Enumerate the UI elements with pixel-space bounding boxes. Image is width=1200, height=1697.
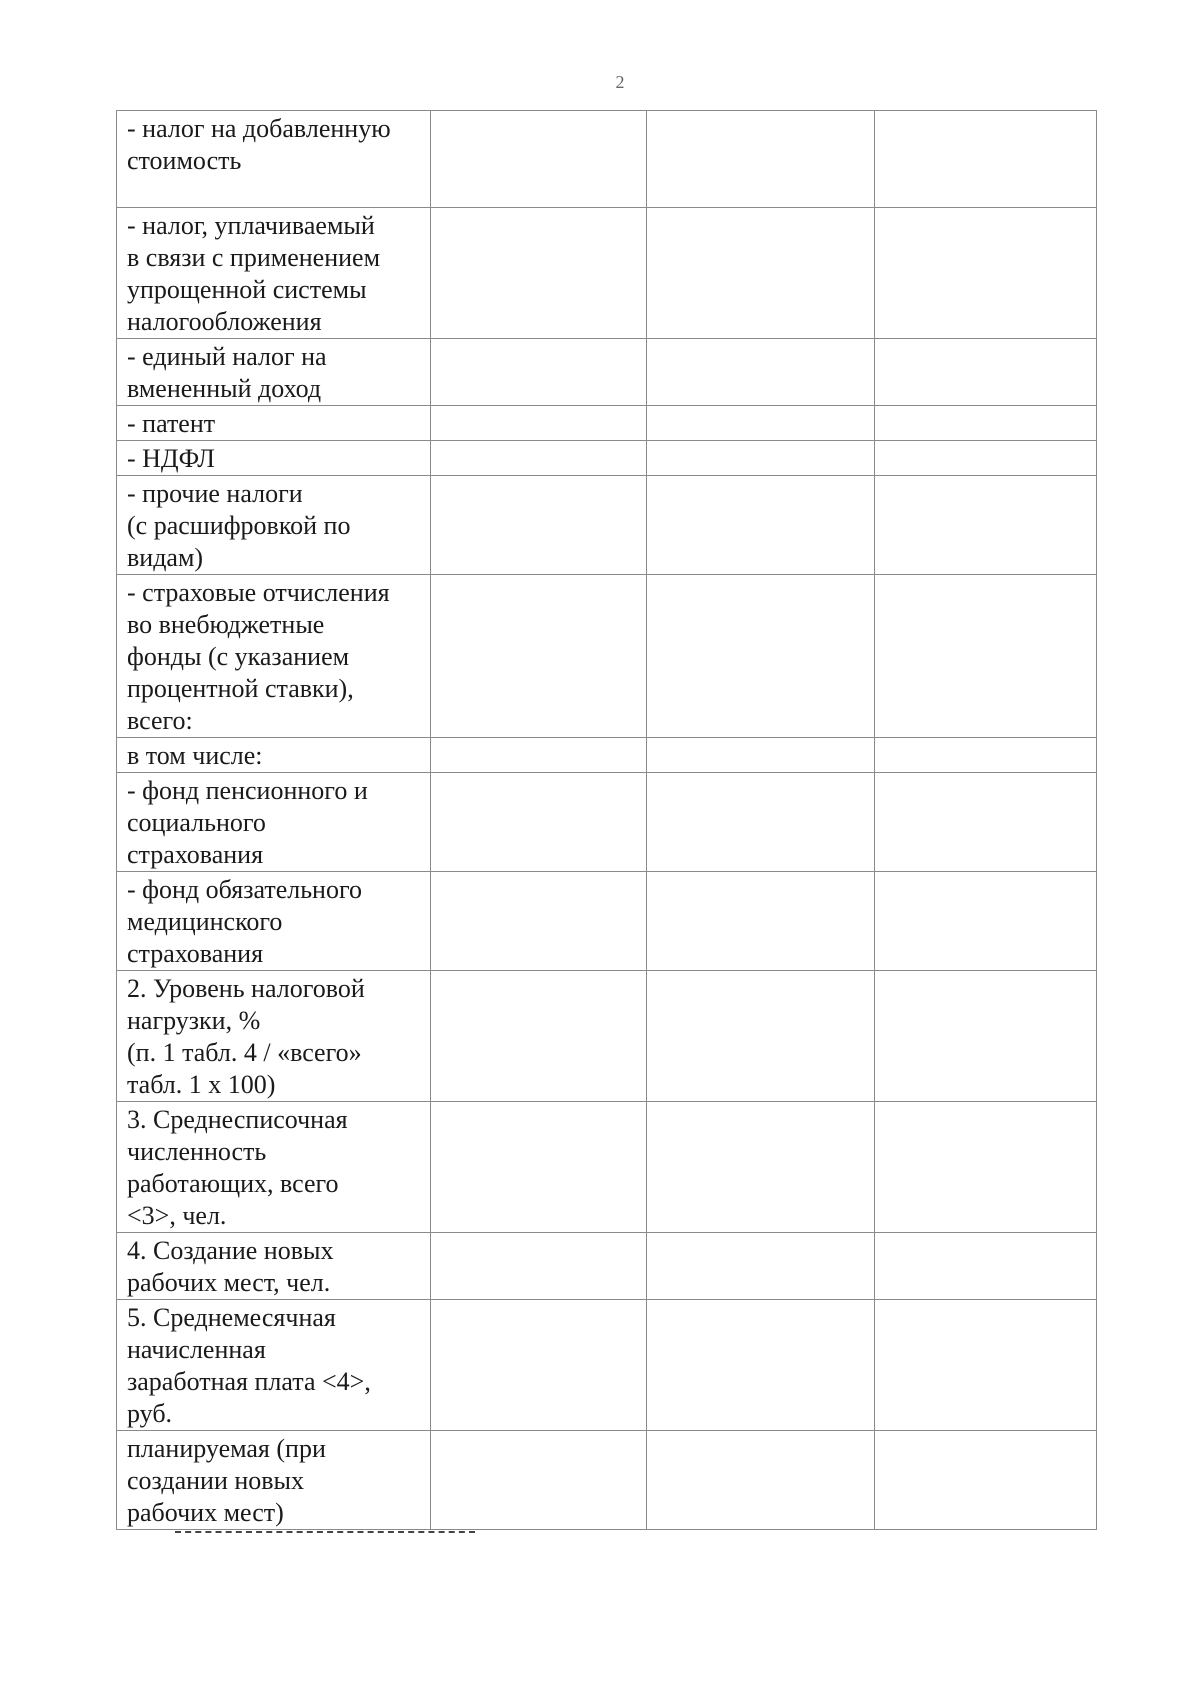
table-cell[interactable]: [431, 208, 647, 339]
table-cell[interactable]: [875, 208, 1097, 339]
table-cell[interactable]: [875, 1431, 1097, 1530]
table-row: [117, 476, 1097, 575]
table-cell[interactable]: [431, 738, 647, 773]
table-cell[interactable]: [647, 111, 875, 208]
tax-indicators-table: [116, 110, 1097, 1530]
table-row: [117, 406, 1097, 441]
table-row: [117, 773, 1097, 872]
table-cell[interactable]: [647, 872, 875, 971]
table-cell[interactable]: [431, 339, 647, 406]
table-row: [117, 441, 1097, 476]
table-row: [117, 111, 1097, 208]
row-label: 2. Уровень налоговой нагрузки, % (п. 1 табл. 4 / «всего» табл. 1 х 100): [117, 971, 431, 1102]
table-body: [117, 111, 1097, 1530]
table-cell[interactable]: [431, 441, 647, 476]
table-cell[interactable]: [875, 441, 1097, 476]
row-label: 5. Среднемесячная начисленная заработная плата <4>, руб.: [117, 1300, 431, 1431]
row-label: - налог на добавленную стоимость: [117, 111, 431, 208]
table-cell[interactable]: [875, 575, 1097, 738]
table-cell[interactable]: [431, 773, 647, 872]
row-label: 4. Создание новых рабочих мест, чел.: [117, 1233, 431, 1300]
table-cell[interactable]: [647, 1233, 875, 1300]
row-label: 3. Среднесписочная численность работающих, всего <3>, чел.: [117, 1102, 431, 1233]
table-cell[interactable]: [875, 339, 1097, 406]
row-label: - прочие налоги (с расшифровкой по видам): [117, 476, 431, 575]
table-cell[interactable]: [647, 441, 875, 476]
table-cell[interactable]: [647, 1102, 875, 1233]
table-cell[interactable]: [647, 208, 875, 339]
table-cell[interactable]: [875, 476, 1097, 575]
table-row: [117, 738, 1097, 773]
row-label: - патент: [117, 406, 431, 441]
table-cell[interactable]: [875, 111, 1097, 208]
footnote-separator: [175, 1531, 475, 1533]
table-row: [117, 872, 1097, 971]
table-cell[interactable]: [875, 406, 1097, 441]
table-cell[interactable]: [431, 1300, 647, 1431]
table-cell[interactable]: [647, 1300, 875, 1431]
table-cell[interactable]: [431, 1233, 647, 1300]
row-label: - НДФЛ: [117, 441, 431, 476]
table-cell[interactable]: [431, 1431, 647, 1530]
table-row: [117, 208, 1097, 339]
table-cell[interactable]: [647, 476, 875, 575]
table-row: [117, 1102, 1097, 1233]
table-cell[interactable]: [647, 1431, 875, 1530]
table-cell[interactable]: [431, 476, 647, 575]
table-cell[interactable]: [647, 575, 875, 738]
table-row: [117, 1300, 1097, 1431]
row-label: - страховые отчисления во внебюджетные фонды (с указанием процентной ставки), всего:: [117, 575, 431, 738]
row-label: - налог, уплачиваемый в связи с применением упрощенной системы налогообложения: [117, 208, 431, 339]
table-row: [117, 575, 1097, 738]
table-row: [117, 1233, 1097, 1300]
table-cell[interactable]: [647, 738, 875, 773]
row-label: планируемая (при создании новых рабочих мест): [117, 1431, 431, 1530]
table-cell[interactable]: [431, 575, 647, 738]
table-cell[interactable]: [875, 773, 1097, 872]
table-row: [117, 339, 1097, 406]
table-cell[interactable]: [647, 339, 875, 406]
page-number: 2: [615, 72, 625, 92]
table-cell[interactable]: [431, 1102, 647, 1233]
table-cell[interactable]: [431, 971, 647, 1102]
table-cell[interactable]: [875, 1300, 1097, 1431]
table-cell[interactable]: [875, 971, 1097, 1102]
row-label: - фонд обязательного медицинского страхования: [117, 872, 431, 971]
table-cell[interactable]: [875, 872, 1097, 971]
row-label: в том числе:: [117, 738, 431, 773]
table-row: [117, 1431, 1097, 1530]
table-cell[interactable]: [875, 738, 1097, 773]
table-cell[interactable]: [431, 111, 647, 208]
table-cell[interactable]: [647, 773, 875, 872]
table-cell[interactable]: [875, 1102, 1097, 1233]
table-cell[interactable]: [431, 406, 647, 441]
table-cell[interactable]: [647, 971, 875, 1102]
table-cell[interactable]: [647, 406, 875, 441]
table-cell[interactable]: [431, 872, 647, 971]
table-row: [117, 971, 1097, 1102]
row-label: - единый налог на вмененный доход: [117, 339, 431, 406]
row-label: - фонд пенсионного и социального страхования: [117, 773, 431, 872]
table-cell[interactable]: [875, 1233, 1097, 1300]
